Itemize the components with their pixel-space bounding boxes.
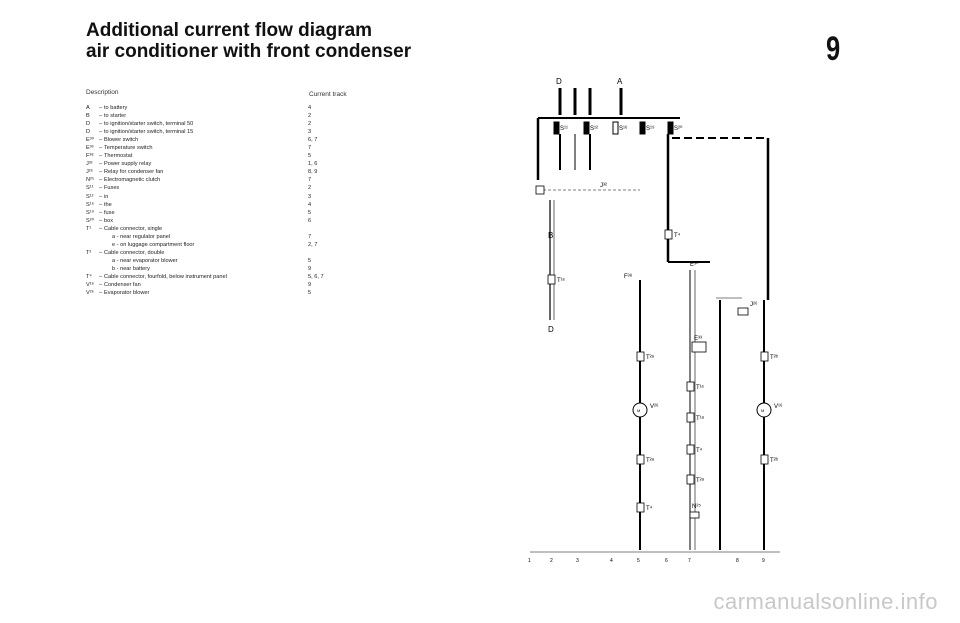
connector-label-t1a: T¹ᵃ bbox=[696, 416, 704, 422]
legend-track: 2 bbox=[308, 113, 312, 120]
fuse-s16 bbox=[613, 122, 618, 134]
legend-dash: – bbox=[99, 105, 103, 111]
legend-row bbox=[86, 209, 376, 217]
fuse-label-s20: S²⁰ bbox=[674, 126, 683, 132]
legend-code: S²⁰ bbox=[86, 217, 94, 224]
page-title bbox=[86, 20, 411, 62]
legend-row bbox=[86, 184, 376, 192]
legend-dash: – bbox=[99, 145, 103, 152]
switch-label-e30: E³⁰ bbox=[690, 262, 699, 268]
legend-row bbox=[86, 249, 376, 257]
legend-dash: – bbox=[99, 185, 103, 192]
legend-track: 1, 6 bbox=[308, 161, 318, 168]
legend-dash: – bbox=[99, 209, 103, 216]
relay-j32-box bbox=[536, 186, 544, 194]
motor-symbol-v16: M bbox=[761, 408, 765, 413]
legend-track-header: Current track bbox=[309, 91, 347, 98]
connector-label-t1e-left: T¹ᵉ bbox=[557, 278, 565, 284]
connector-label-t4: T⁴ bbox=[674, 233, 681, 239]
legend-track: 5 bbox=[308, 153, 312, 160]
connector-t4-b bbox=[637, 503, 644, 512]
legend-track: 2, 7 bbox=[308, 241, 318, 248]
legend-text: Cable connector, single bbox=[104, 225, 163, 232]
legend-row bbox=[86, 152, 376, 160]
legend-track: 7 bbox=[308, 145, 312, 152]
legend-row bbox=[86, 289, 376, 297]
connector-t1e-left bbox=[548, 275, 555, 284]
legend-dash: – bbox=[99, 169, 103, 176]
legend-dash: – bbox=[99, 121, 103, 128]
motor-label-v16: V¹⁶ bbox=[774, 404, 783, 410]
legend-row bbox=[86, 120, 376, 128]
legend-text: box bbox=[104, 217, 114, 224]
legend-dash: – bbox=[99, 217, 103, 224]
connector-t4 bbox=[665, 230, 672, 239]
terminal-b-left: B bbox=[548, 231, 554, 240]
legend-text: to starter bbox=[104, 113, 127, 120]
fuse-s12 bbox=[584, 122, 589, 134]
fuse-s11 bbox=[554, 122, 559, 134]
legend-row bbox=[86, 201, 376, 209]
fuse-label-s19: S¹⁹ bbox=[646, 126, 655, 132]
legend-code: S¹¹ bbox=[86, 185, 94, 192]
legend-track: 2 bbox=[308, 185, 312, 192]
legend-text: a - near evaporator blower bbox=[112, 257, 178, 264]
fuse-label-s12: S¹² bbox=[590, 126, 598, 132]
legend-code: S¹⁶ bbox=[86, 201, 94, 208]
legend-code: D bbox=[86, 129, 91, 136]
legend-text: Electromagnetic clutch bbox=[104, 177, 161, 184]
terminal-d-bottom: D bbox=[548, 325, 554, 334]
legend-track: 5, 6, 7 bbox=[308, 273, 324, 280]
relay-label-j26: J²⁶ bbox=[750, 302, 758, 308]
legend-dash: – bbox=[99, 193, 103, 200]
legend-dash: – bbox=[99, 273, 103, 280]
legend-text: Blower switch bbox=[104, 137, 139, 144]
legend-track: 6 bbox=[308, 217, 312, 224]
legend-text: Cable connector, double bbox=[104, 249, 165, 256]
page-number: 9 bbox=[826, 30, 841, 68]
terminal-d-top: D bbox=[556, 77, 562, 86]
legend-row bbox=[86, 176, 376, 184]
legend-dash: – bbox=[99, 282, 103, 289]
track-number-1: 1 bbox=[528, 558, 531, 564]
terminal-a-top: A bbox=[617, 77, 623, 86]
legend-row bbox=[86, 160, 376, 168]
legend-row bbox=[86, 241, 376, 249]
clutch-label-n25: N²⁵ bbox=[692, 504, 701, 510]
legend-track: 9 bbox=[308, 265, 312, 272]
legend-text: Evaporator blower bbox=[104, 290, 150, 297]
legend-row bbox=[86, 144, 376, 152]
legend-text: Relay for condenser fan bbox=[104, 169, 164, 176]
legend-track: 4 bbox=[308, 201, 312, 208]
connector-label-t4-b: T⁴ bbox=[646, 506, 653, 512]
motor-label-v26: V²⁶ bbox=[650, 404, 659, 410]
connector-t2b-2 bbox=[761, 455, 768, 464]
legend-code: T⁴ bbox=[86, 273, 92, 280]
legend-text: to battery bbox=[104, 105, 128, 111]
legend-track: 5 bbox=[308, 209, 312, 216]
legend-code: E³³ bbox=[86, 145, 94, 152]
connector-label-t2-c: T²ᵃ bbox=[696, 478, 704, 484]
legend-track: 3 bbox=[308, 129, 312, 136]
legend-row bbox=[86, 265, 376, 273]
legend-text: to ignition/starter switch, terminal 50 bbox=[104, 121, 194, 128]
switch-e33 bbox=[692, 342, 706, 352]
legend-track: 7 bbox=[308, 177, 312, 184]
legend-row bbox=[86, 104, 376, 112]
legend-code: V²⁶ bbox=[86, 290, 94, 297]
legend-text: Temperature switch bbox=[104, 145, 153, 152]
connector-label-t2b-1: T²ᵇ bbox=[770, 355, 778, 361]
legend-row bbox=[86, 225, 376, 233]
connector-t1a bbox=[687, 413, 694, 422]
connector-t2a-2 bbox=[637, 455, 644, 464]
legend-dash: – bbox=[99, 153, 103, 160]
legend-track: 4 bbox=[308, 105, 312, 111]
legend-code: J³² bbox=[86, 161, 93, 168]
legend-text: Cable connector, fourfold, below instrument panel bbox=[104, 273, 227, 280]
track-number-9: 9 bbox=[762, 558, 765, 564]
connector-label-t2a-1: T²ᵃ bbox=[646, 355, 654, 361]
title-line-1: Additional current flow diagram bbox=[86, 20, 373, 41]
switch-label-f38: F³⁸ bbox=[624, 274, 633, 280]
fuse-label-s11: S¹¹ bbox=[560, 126, 568, 132]
connector-t1e bbox=[687, 382, 694, 391]
legend-code: N²⁵ bbox=[86, 177, 95, 184]
fuse-s19 bbox=[640, 122, 645, 134]
legend-text: to ignition/starter switch, terminal 15 bbox=[104, 129, 194, 136]
legend-dash: – bbox=[99, 225, 103, 232]
legend-dash: – bbox=[99, 161, 103, 168]
legend-dash: – bbox=[99, 177, 103, 184]
legend-text: Power supply relay bbox=[104, 161, 152, 168]
legend-text: b - near battery bbox=[112, 265, 150, 272]
legend-row bbox=[86, 273, 376, 281]
legend-text: in bbox=[104, 193, 109, 200]
legend-text: e - on luggage compartment floor bbox=[112, 241, 195, 248]
legend-row bbox=[86, 217, 376, 225]
motor-symbol-v26: M bbox=[637, 408, 641, 413]
connector-t4-c bbox=[687, 445, 694, 454]
wiring-diagram bbox=[520, 70, 790, 570]
switch-label-e33: E³³ bbox=[694, 336, 702, 342]
track-number-6: 6 bbox=[665, 558, 668, 564]
legend-text: Thermostat bbox=[104, 153, 133, 160]
legend-track: 3 bbox=[308, 193, 312, 200]
legend-row bbox=[86, 257, 376, 265]
legend-code: B bbox=[86, 113, 90, 120]
legend-track: 5 bbox=[308, 257, 312, 264]
connector-t2b-1 bbox=[761, 352, 768, 361]
track-number-5: 5 bbox=[637, 558, 640, 564]
legend-dash: – bbox=[99, 113, 103, 120]
legend-track: 7 bbox=[308, 233, 312, 240]
connector-t2-c bbox=[687, 475, 694, 484]
legend-dash: – bbox=[99, 290, 103, 297]
legend-code: S¹⁹ bbox=[86, 209, 94, 216]
track-number-3: 3 bbox=[576, 558, 579, 564]
legend-dash: – bbox=[99, 129, 103, 136]
legend-row bbox=[86, 193, 376, 201]
legend-list bbox=[86, 104, 376, 297]
legend-track: 9 bbox=[308, 282, 312, 289]
track-number-8: 8 bbox=[736, 558, 739, 564]
legend-code: J²⁶ bbox=[86, 169, 93, 176]
legend-code: V¹⁶ bbox=[86, 282, 94, 289]
track-number-7: 7 bbox=[688, 558, 691, 564]
legend-code: T² bbox=[86, 249, 92, 256]
legend-code: E³⁰ bbox=[86, 137, 94, 144]
legend-description-header: Description bbox=[86, 89, 119, 96]
track-number-2: 2 bbox=[550, 558, 553, 564]
connector-label-t1e: T¹ᵉ bbox=[696, 385, 704, 391]
connector-label-t4-c: T⁴ bbox=[696, 448, 703, 454]
legend-text: fuse bbox=[104, 209, 115, 216]
legend-dash: – bbox=[99, 201, 103, 208]
legend-row bbox=[86, 233, 376, 241]
legend-code: T¹ bbox=[86, 225, 92, 232]
clutch-n25-symbol bbox=[690, 512, 699, 518]
legend-track: 2 bbox=[308, 121, 312, 128]
legend-text: Fuses bbox=[104, 185, 120, 192]
legend-text: the bbox=[104, 201, 112, 208]
fuse-s20 bbox=[668, 122, 673, 134]
legend-row bbox=[86, 168, 376, 176]
track-number-4: 4 bbox=[610, 558, 613, 564]
legend-track: 8, 9 bbox=[308, 169, 318, 176]
legend-text: a - near regulator panel bbox=[112, 233, 171, 240]
connector-t2a-1 bbox=[637, 352, 644, 361]
legend-row bbox=[86, 281, 376, 289]
legend-text: Condenser fan bbox=[104, 282, 141, 289]
legend-code: A bbox=[86, 105, 90, 111]
connector-label-t2a-2: T²ᵃ bbox=[646, 458, 654, 464]
legend-row bbox=[86, 128, 376, 136]
relay-label-j32: J³² bbox=[600, 183, 607, 189]
legend-code: S¹² bbox=[86, 193, 94, 200]
legend-dash: – bbox=[99, 249, 103, 256]
watermark: carmanualsonline.info bbox=[713, 589, 938, 614]
legend-dash: – bbox=[99, 137, 103, 144]
legend-code: F³⁸ bbox=[86, 153, 94, 160]
legend-code: D bbox=[86, 121, 91, 128]
connector-label-t2b-2: T²ᵇ bbox=[770, 458, 778, 464]
fuse-label-s16: S¹⁶ bbox=[619, 126, 628, 132]
relay-j26-box bbox=[738, 308, 748, 315]
legend-row bbox=[86, 112, 376, 120]
legend-track: 5 bbox=[308, 290, 312, 297]
title-line-2: air conditioner with front condenser bbox=[86, 41, 412, 62]
legend-track: 6, 7 bbox=[308, 137, 318, 144]
legend-row bbox=[86, 136, 376, 144]
